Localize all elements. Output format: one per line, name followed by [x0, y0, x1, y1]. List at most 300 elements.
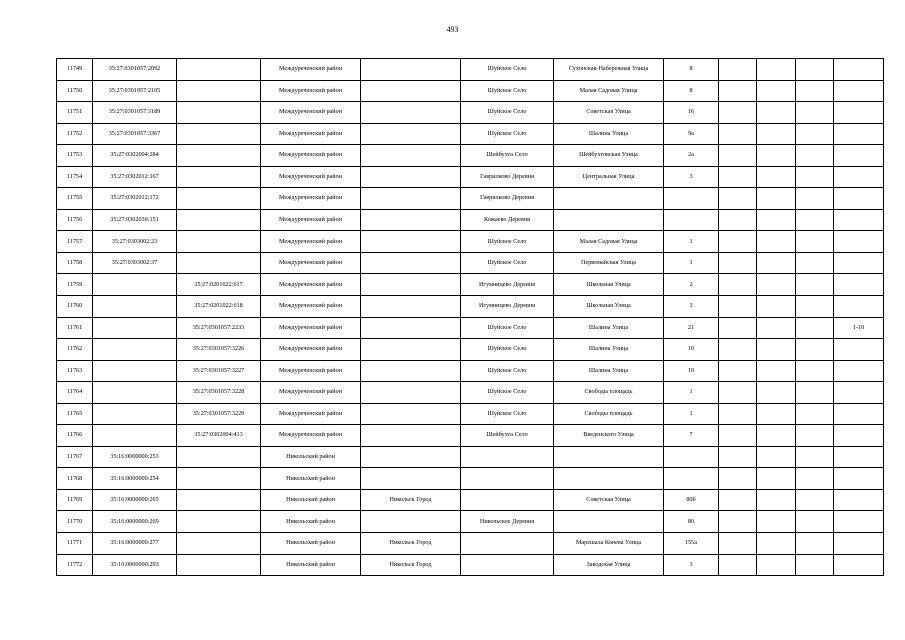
table-row [57, 274, 884, 296]
cell-house-number: 1 [664, 403, 719, 425]
cell-cadastral-number [93, 360, 177, 382]
cell-row-number: 11757 [57, 231, 93, 253]
cell-col-10 [757, 339, 796, 361]
cell-col-10 [757, 446, 796, 468]
cell-settlement [461, 468, 554, 490]
cell-settlement: Шуйское Село [461, 252, 554, 274]
cell-settlement [461, 554, 554, 576]
cell-premises-number [834, 231, 884, 253]
cell-cadastral-number: 35:27:0302012:167 [93, 166, 177, 188]
cell-city [361, 123, 461, 145]
cell-street: Шалина Улица [554, 339, 664, 361]
cell-cadastral-number-alt [177, 145, 261, 167]
cell-district: Никольский район [261, 511, 361, 533]
cell-district: Междуреченский район [261, 317, 361, 339]
cell-premises-number [834, 554, 884, 576]
cell-district: Междуреченский район [261, 403, 361, 425]
cell-settlement [461, 489, 554, 511]
cell-settlement: Шуйское Село [461, 317, 554, 339]
cell-city [361, 209, 461, 231]
cell-row-number: 11769 [57, 489, 93, 511]
table-row [57, 317, 884, 339]
cell-col-9 [719, 489, 757, 511]
cell-row-number: 11749 [57, 59, 93, 81]
cell-col-9 [719, 511, 757, 533]
cell-house-number: 155а [664, 533, 719, 555]
cell-col-9 [719, 317, 757, 339]
cell-district: Междуреченский район [261, 59, 361, 81]
cell-col-9 [719, 252, 757, 274]
cell-col-10 [757, 123, 796, 145]
cell-city [361, 339, 461, 361]
cell-cadastral-number-alt [177, 166, 261, 188]
cell-col-9 [719, 339, 757, 361]
cell-house-number: 80б [664, 489, 719, 511]
table-row [57, 145, 884, 167]
cell-cadastral-number-alt: 35:27:0301057:3226 [177, 339, 261, 361]
cell-cadastral-number [93, 382, 177, 404]
registry-table [56, 58, 884, 576]
cell-street [554, 468, 664, 490]
cell-street: Школьная Улица [554, 296, 664, 318]
cell-settlement: Шуйское Село [461, 382, 554, 404]
cell-cadastral-number: 35:27:0302030:151 [93, 209, 177, 231]
cell-cadastral-number-alt: 35:27:0301057:3227 [177, 360, 261, 382]
cell-row-number: 11758 [57, 252, 93, 274]
cell-district: Междуреченский район [261, 274, 361, 296]
cell-premises-number [834, 468, 884, 490]
cell-row-number: 11772 [57, 554, 93, 576]
cell-col-9 [719, 166, 757, 188]
cell-house-number: 10 [664, 360, 719, 382]
cell-premises-number [834, 403, 884, 425]
cell-col-10 [757, 80, 796, 102]
cell-street: Шалина Улица [554, 123, 664, 145]
cell-city [361, 511, 461, 533]
cell-col-11 [796, 252, 834, 274]
cell-col-11 [796, 80, 834, 102]
cell-row-number: 11763 [57, 360, 93, 382]
cell-house-number: 3 [664, 554, 719, 576]
cell-house-number: 7 [664, 425, 719, 447]
cell-cadastral-number: 35:27:0301057:3189 [93, 102, 177, 124]
cell-cadastral-number-alt [177, 554, 261, 576]
cell-city [361, 188, 461, 210]
cell-col-10 [757, 231, 796, 253]
cell-col-11 [796, 166, 834, 188]
cell-cadastral-number: 35:27:0302012:172 [93, 188, 177, 210]
cell-cadastral-number [93, 425, 177, 447]
cell-col-9 [719, 102, 757, 124]
cell-street: Марешала Конева Улица [554, 533, 664, 555]
cell-street: Заводская Улица [554, 554, 664, 576]
cell-house-number [664, 446, 719, 468]
cell-district: Междуреченский район [261, 145, 361, 167]
cell-city: Никольск Город [361, 533, 461, 555]
cell-premises-number [834, 59, 884, 81]
cell-col-9 [719, 446, 757, 468]
cell-col-9 [719, 382, 757, 404]
cell-city [361, 59, 461, 81]
cell-premises-number [834, 360, 884, 382]
cell-premises-number [834, 489, 884, 511]
cell-col-11 [796, 188, 834, 210]
cell-street: Советская Улица [554, 489, 664, 511]
cell-settlement: Шуйское Село [461, 339, 554, 361]
cell-cadastral-number-alt [177, 102, 261, 124]
cell-col-11 [796, 145, 834, 167]
cell-city [361, 145, 461, 167]
cell-settlement: Шуйское Село [461, 403, 554, 425]
cell-premises-number [834, 80, 884, 102]
cell-col-11 [796, 554, 834, 576]
cell-settlement: Кожаево Деревня [461, 209, 554, 231]
cell-city [361, 425, 461, 447]
cell-cadastral-number [93, 274, 177, 296]
cell-col-9 [719, 145, 757, 167]
cell-cadastral-number [93, 296, 177, 318]
cell-col-10 [757, 468, 796, 490]
table-row [57, 252, 884, 274]
cell-cadastral-number-alt [177, 123, 261, 145]
cell-district: Никольский район [261, 446, 361, 468]
cell-row-number: 11762 [57, 339, 93, 361]
cell-district: Междуреченский район [261, 231, 361, 253]
cell-cadastral-number-alt: 35:27:0201022:618 [177, 296, 261, 318]
cell-settlement: Игумницево Деревня [461, 296, 554, 318]
cell-col-10 [757, 554, 796, 576]
cell-house-number: 1 [664, 252, 719, 274]
cell-street: Свободы площадь [554, 382, 664, 404]
cell-district: Никольский район [261, 468, 361, 490]
cell-col-9 [719, 209, 757, 231]
cell-district: Никольский район [261, 554, 361, 576]
cell-house-number: 3 [664, 296, 719, 318]
cell-house-number: 9а [664, 123, 719, 145]
cell-street: Малая Садовая Улица [554, 231, 664, 253]
cell-cadastral-number: 35:27:0303002:23 [93, 231, 177, 253]
cell-district: Междуреченский район [261, 80, 361, 102]
cell-col-10 [757, 360, 796, 382]
table-body [57, 59, 884, 576]
cell-city [361, 296, 461, 318]
cell-street: Шейбухтовская Улица [554, 145, 664, 167]
cell-cadastral-number-alt [177, 446, 261, 468]
cell-city [361, 468, 461, 490]
table-row [57, 80, 884, 102]
table-row [57, 533, 884, 555]
cell-house-number: 2 [664, 274, 719, 296]
cell-col-9 [719, 468, 757, 490]
cell-district: Междуреченский район [261, 382, 361, 404]
cell-settlement: Шейбухта Село [461, 425, 554, 447]
cell-house-number: 8 [664, 80, 719, 102]
table-row [57, 59, 884, 81]
cell-row-number: 11750 [57, 80, 93, 102]
cell-street: Школьная Улица [554, 274, 664, 296]
cell-cadastral-number-alt [177, 59, 261, 81]
cell-col-9 [719, 59, 757, 81]
cell-street: Советская Улица [554, 102, 664, 124]
table-row [57, 468, 884, 490]
cell-col-11 [796, 296, 834, 318]
cell-row-number: 11764 [57, 382, 93, 404]
table-row [57, 446, 884, 468]
cell-row-number: 11759 [57, 274, 93, 296]
cell-cadastral-number [93, 317, 177, 339]
cell-row-number: 11755 [57, 188, 93, 210]
cell-house-number: 21 [664, 317, 719, 339]
cell-house-number: 1 [664, 231, 719, 253]
cell-col-11 [796, 123, 834, 145]
cell-settlement: Шуйское Село [461, 231, 554, 253]
cell-col-9 [719, 188, 757, 210]
cell-street: Шалина Улица [554, 360, 664, 382]
cell-cadastral-number: 35:27:0301057:2092 [93, 59, 177, 81]
cell-street [554, 511, 664, 533]
cell-settlement: Шуйское Село [461, 102, 554, 124]
cell-cadastral-number: 35:16:0000000:269 [93, 511, 177, 533]
cell-cadastral-number [93, 339, 177, 361]
cell-street [554, 446, 664, 468]
cell-cadastral-number-alt [177, 533, 261, 555]
cell-street: Первомайская Улица [554, 252, 664, 274]
cell-city: Никольск Город [361, 554, 461, 576]
cell-premises-number [834, 188, 884, 210]
cell-cadastral-number-alt [177, 231, 261, 253]
cell-cadastral-number-alt [177, 511, 261, 533]
cell-cadastral-number: 35:16:0000000:253 [93, 446, 177, 468]
cell-premises-number [834, 145, 884, 167]
cell-row-number: 11766 [57, 425, 93, 447]
cell-col-10 [757, 425, 796, 447]
cell-district: Никольский район [261, 489, 361, 511]
table-row [57, 231, 884, 253]
cell-cadastral-number: 35:16:0000000:265 [93, 489, 177, 511]
cell-col-11 [796, 274, 834, 296]
cell-city [361, 360, 461, 382]
cell-premises-number [834, 511, 884, 533]
cell-district: Междуреченский район [261, 296, 361, 318]
cell-cadastral-number-alt [177, 468, 261, 490]
cell-row-number: 11756 [57, 209, 93, 231]
cell-col-9 [719, 360, 757, 382]
cell-col-10 [757, 188, 796, 210]
cell-row-number: 11751 [57, 102, 93, 124]
cell-col-10 [757, 166, 796, 188]
cell-house-number: 16 [664, 102, 719, 124]
cell-col-9 [719, 274, 757, 296]
cell-col-11 [796, 231, 834, 253]
cell-col-11 [796, 382, 834, 404]
cell-col-9 [719, 533, 757, 555]
cell-district: Междуреченский район [261, 360, 361, 382]
cell-district: Междуреченский район [261, 339, 361, 361]
cell-col-9 [719, 123, 757, 145]
cell-premises-number [834, 209, 884, 231]
cell-col-9 [719, 296, 757, 318]
cell-cadastral-number-alt: 35:27:0301057:3228 [177, 382, 261, 404]
cell-col-11 [796, 533, 834, 555]
cell-house-number [664, 209, 719, 231]
cell-row-number: 11765 [57, 403, 93, 425]
cell-premises-number [834, 123, 884, 145]
cell-cadastral-number: 35:27:0302004:284 [93, 145, 177, 167]
cell-settlement: Шуйское Село [461, 80, 554, 102]
cell-col-11 [796, 339, 834, 361]
table-row [57, 489, 884, 511]
cell-cadastral-number-alt: 35:27:0302004:413 [177, 425, 261, 447]
cell-col-10 [757, 145, 796, 167]
table-row [57, 511, 884, 533]
cell-row-number: 11767 [57, 446, 93, 468]
cell-cadastral-number: 35:16:0000000:293 [93, 554, 177, 576]
cell-col-9 [719, 403, 757, 425]
cell-settlement: Никольское Деревня [461, 511, 554, 533]
cell-col-10 [757, 489, 796, 511]
cell-premises-number [834, 252, 884, 274]
cell-cadastral-number-alt: 35:27:0301057:3229 [177, 403, 261, 425]
cell-street [554, 209, 664, 231]
cell-street: Центральная Улица [554, 166, 664, 188]
cell-col-10 [757, 209, 796, 231]
cell-settlement: Игумницево Деревня [461, 274, 554, 296]
cell-house-number: 3 [664, 166, 719, 188]
cell-col-10 [757, 274, 796, 296]
table-row [57, 102, 884, 124]
cell-col-11 [796, 446, 834, 468]
cell-cadastral-number: 35:27:0301057:3367 [93, 123, 177, 145]
cell-settlement: Шуйское Село [461, 360, 554, 382]
table-row [57, 360, 884, 382]
cell-row-number: 11760 [57, 296, 93, 318]
page-number: 493 [446, 25, 459, 34]
cell-city [361, 231, 461, 253]
cell-cadastral-number-alt [177, 209, 261, 231]
cell-district: Междуреченский район [261, 252, 361, 274]
cell-cadastral-number-alt: 35:27:0301057:2233 [177, 317, 261, 339]
cell-city [361, 252, 461, 274]
table-row [57, 123, 884, 145]
cell-cadastral-number: 35:16:0000000:254 [93, 468, 177, 490]
cell-row-number: 11753 [57, 145, 93, 167]
cell-cadastral-number-alt [177, 489, 261, 511]
cell-col-9 [719, 231, 757, 253]
cell-city [361, 382, 461, 404]
cell-row-number: 11761 [57, 317, 93, 339]
cell-col-10 [757, 59, 796, 81]
cell-premises-number [834, 533, 884, 555]
cell-col-11 [796, 59, 834, 81]
cell-district: Междуреченский район [261, 188, 361, 210]
cell-settlement: Гаврилково Деревня [461, 188, 554, 210]
cell-col-9 [719, 80, 757, 102]
cell-street: Шалина Улица [554, 317, 664, 339]
cell-cadastral-number-alt [177, 188, 261, 210]
cell-street [554, 188, 664, 210]
cell-cadastral-number [93, 403, 177, 425]
cell-district: Междуреченский район [261, 123, 361, 145]
table-row [57, 425, 884, 447]
cell-city [361, 317, 461, 339]
cell-row-number: 11770 [57, 511, 93, 533]
cell-col-11 [796, 102, 834, 124]
cell-house-number: 8 [664, 59, 719, 81]
table-row [57, 403, 884, 425]
cell-street: Введенского Улица [554, 425, 664, 447]
cell-house-number: 1 [664, 382, 719, 404]
cell-city [361, 446, 461, 468]
cell-settlement: Шейбухта Село [461, 145, 554, 167]
cell-district: Междуреченский район [261, 166, 361, 188]
cell-settlement: Шуйское Село [461, 59, 554, 81]
table-row [57, 554, 884, 576]
cell-row-number: 11768 [57, 468, 93, 490]
cell-col-10 [757, 102, 796, 124]
cell-cadastral-number: 35:27:0301057:2105 [93, 80, 177, 102]
cell-city [361, 166, 461, 188]
cell-premises-number [834, 102, 884, 124]
cell-col-11 [796, 360, 834, 382]
cell-street: Свободы площадь [554, 403, 664, 425]
cell-col-10 [757, 403, 796, 425]
cell-col-11 [796, 425, 834, 447]
cell-col-10 [757, 511, 796, 533]
table-row [57, 296, 884, 318]
cell-row-number: 11752 [57, 123, 93, 145]
cell-house-number: 10 [664, 339, 719, 361]
cell-city: Никольск Город [361, 489, 461, 511]
cell-col-10 [757, 382, 796, 404]
cell-premises-number [834, 274, 884, 296]
table-row [57, 188, 884, 210]
cell-premises-number [834, 425, 884, 447]
cell-district: Междуреченский район [261, 102, 361, 124]
cell-premises-number [834, 382, 884, 404]
table-row [57, 339, 884, 361]
cell-col-9 [719, 554, 757, 576]
cell-settlement [461, 446, 554, 468]
cell-col-10 [757, 317, 796, 339]
cell-col-11 [796, 209, 834, 231]
cell-row-number: 11754 [57, 166, 93, 188]
cell-house-number [664, 188, 719, 210]
cell-premises-number [834, 296, 884, 318]
cell-col-10 [757, 252, 796, 274]
cell-settlement: Гаврилково Деревня [461, 166, 554, 188]
cell-premises-number: 1-10 [834, 317, 884, 339]
cell-settlement: Шуйское Село [461, 123, 554, 145]
cell-district: Никольский район [261, 533, 361, 555]
cell-col-11 [796, 511, 834, 533]
cell-col-11 [796, 468, 834, 490]
cell-city [361, 102, 461, 124]
cell-house-number [664, 468, 719, 490]
cell-col-10 [757, 296, 796, 318]
cell-col-11 [796, 489, 834, 511]
cell-col-10 [757, 533, 796, 555]
cell-house-number: 2а [664, 145, 719, 167]
cell-house-number: 80 [664, 511, 719, 533]
cell-street: Малая Садовая Улица [554, 80, 664, 102]
cell-city [361, 274, 461, 296]
cell-premises-number [834, 339, 884, 361]
table-row [57, 382, 884, 404]
cell-premises-number [834, 446, 884, 468]
cell-cadastral-number: 35:27:0303002:37 [93, 252, 177, 274]
cell-settlement [461, 533, 554, 555]
cell-col-11 [796, 403, 834, 425]
